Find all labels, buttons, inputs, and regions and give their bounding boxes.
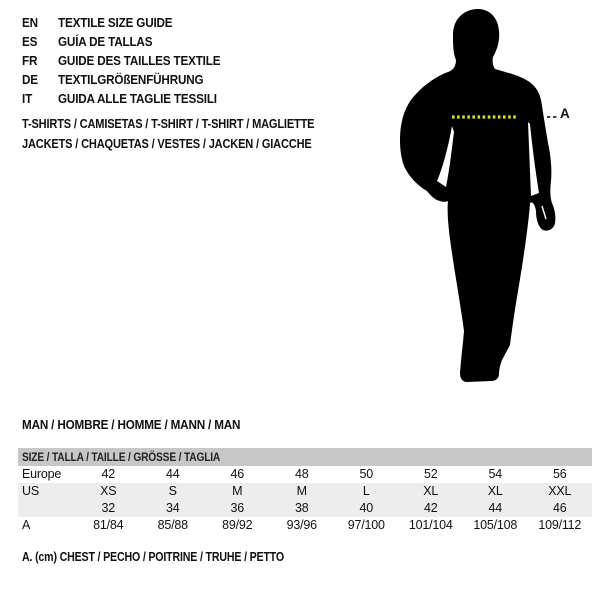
row-label: A: [22, 518, 31, 532]
language-code: ES: [22, 34, 38, 49]
chest-footnote: A. (cm) CHEST / PECHO / POITRINE / TRUHE / PETTO: [22, 550, 285, 564]
garment-line-jackets: JACKETS / CHAQUETAS / VESTES / JACKEN / GIACCHE: [22, 135, 312, 151]
size-cell: 42: [101, 467, 115, 481]
section-title-man: MAN / HOMBRE / HOMME / MANN / MAN: [22, 417, 241, 432]
size-cell: XS: [100, 484, 117, 498]
size-row-europe: [18, 466, 592, 483]
size-cell: 105/108: [473, 518, 518, 532]
size-cell: 93/96: [286, 518, 317, 532]
size-cell: 50: [359, 467, 373, 481]
size-cell: L: [362, 484, 370, 498]
language-code: FR: [22, 53, 38, 68]
language-row-de: [22, 70, 242, 89]
size-cell: 56: [552, 467, 567, 481]
size-cell: 46: [230, 467, 244, 481]
size-cell: 44: [488, 501, 502, 515]
language-code: IT: [22, 91, 33, 106]
size-cell: XL: [487, 484, 503, 498]
row-label: [18, 500, 76, 517]
size-cell: 89/92: [222, 518, 253, 532]
row-label: US: [22, 484, 39, 498]
size-cell: 36: [230, 501, 244, 515]
size-cell: 44: [165, 467, 180, 481]
size-row-numeric: [18, 500, 592, 517]
language-code: DE: [22, 72, 38, 87]
language-row-en: [22, 13, 242, 32]
size-cell: M: [296, 484, 307, 498]
size-cell: S: [168, 484, 177, 498]
size-table: [18, 448, 592, 534]
size-cell: 32: [101, 501, 115, 515]
size-cell: 48: [294, 467, 309, 481]
language-label: GUÍA DE TALLAS: [58, 34, 153, 49]
language-label: GUIDE DES TAILLES TEXTILE: [58, 53, 221, 68]
size-cell: 81/84: [93, 518, 124, 532]
language-row-it: [22, 89, 242, 108]
size-cell: 38: [294, 501, 309, 515]
measure-label-a: A: [560, 106, 570, 121]
size-cell: 101/104: [408, 518, 453, 532]
garment-line-tshirts: T-SHIRTS / CAMISETAS / T-SHIRT / T-SHIRT / MAGLIETTE: [22, 116, 315, 131]
size-cell: XL: [423, 484, 439, 498]
language-label: GUIDA ALLE TAGLIE TESSILI: [58, 91, 217, 106]
language-row-es: [22, 32, 242, 51]
size-cell: M: [232, 484, 243, 498]
size-table-header: SIZE / TALLA / TAILLE / GRÖSSE / TAGLIA: [18, 448, 592, 466]
language-row-fr: [22, 51, 242, 70]
size-cell: 34: [165, 501, 180, 515]
size-row-chest-a: [18, 517, 592, 534]
size-cell: 54: [488, 467, 502, 481]
size-cell: 109/112: [538, 518, 582, 532]
size-cell: 46: [552, 501, 567, 515]
size-cell: XXL: [548, 484, 572, 498]
size-cell: 40: [359, 501, 373, 515]
language-code: EN: [22, 15, 38, 30]
language-list: [22, 13, 242, 108]
man-silhouette-figure: [396, 4, 571, 394]
language-label: TEXTILE SIZE GUIDE: [58, 15, 173, 30]
language-label: TEXTILGRÖßENFÜHRUNG: [58, 72, 204, 87]
size-cell: 85/88: [157, 518, 188, 532]
size-cell: 42: [423, 501, 438, 515]
row-label: Europe: [22, 467, 62, 481]
man-silhouette-graphic: [396, 4, 571, 394]
size-cell: 52: [423, 467, 438, 481]
size-cell: 97/100: [347, 518, 385, 532]
size-row-us: [18, 483, 592, 500]
garment-types: [22, 114, 366, 153]
